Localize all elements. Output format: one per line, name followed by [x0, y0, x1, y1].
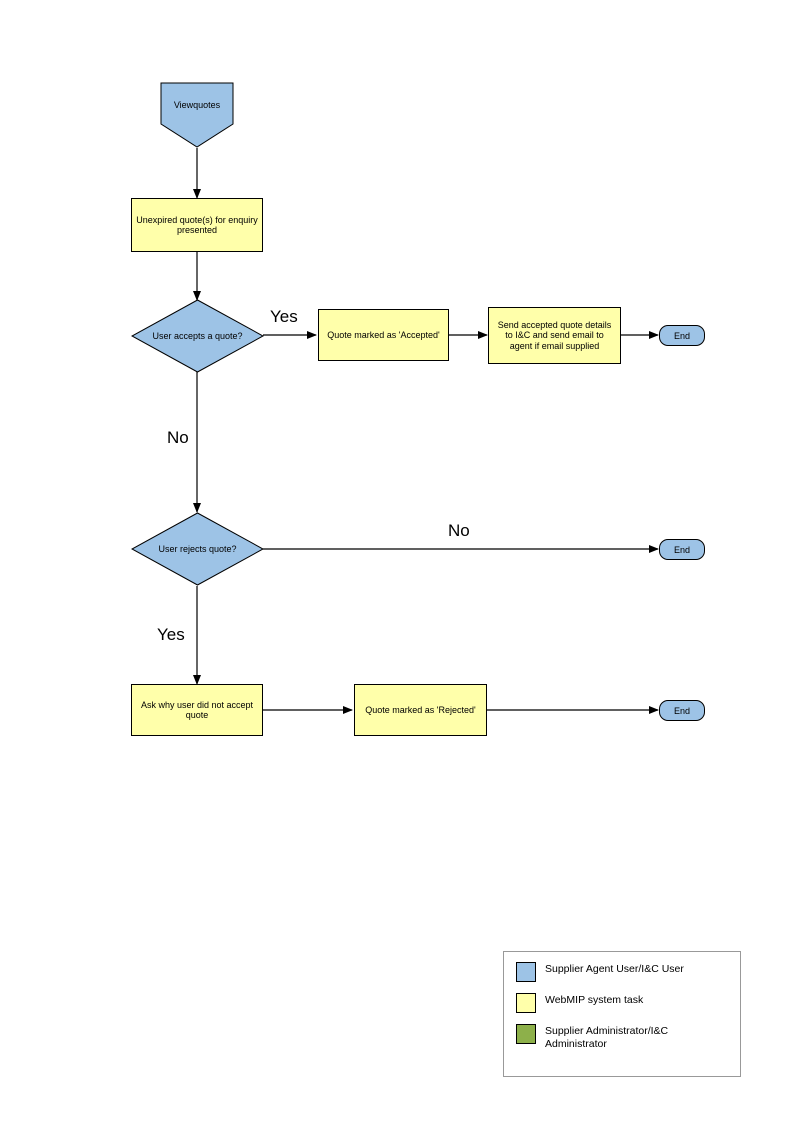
legend-item: [516, 1024, 728, 1051]
node-end-3[interactable]: [659, 700, 705, 721]
node-end-2-label: End: [673, 544, 690, 555]
edge-label-rejects-no: No: [448, 521, 470, 540]
node-ask-why[interactable]: [131, 684, 263, 736]
node-end-2[interactable]: [659, 539, 705, 560]
legend-swatch-icon: [516, 993, 536, 1013]
node-quote-marked-accepted[interactable]: [318, 309, 449, 361]
legend-item: [516, 993, 728, 1013]
node-ask-why-label: Ask why user did not accept quote: [140, 699, 254, 720]
node-user-rejects-decision-label: User rejects quote?: [158, 543, 237, 554]
edge-label-accepts-yes: Yes: [270, 307, 298, 326]
node-user-accepts-decision-label: User accepts a quote?: [152, 330, 243, 341]
node-quote-marked-rejected-label: Quote marked as 'Rejected': [365, 704, 476, 715]
node-quote-marked-accepted-label: Quote marked as 'Accepted': [327, 329, 440, 340]
node-end-1-label: End: [673, 330, 690, 341]
legend-item-label: Supplier Administrator/I&C Administrator: [545, 1025, 669, 1051]
legend-item: [516, 962, 728, 982]
legend: [503, 951, 741, 1077]
node-user-rejects-decision[interactable]: [131, 512, 264, 586]
legend-swatch-icon: [516, 1024, 536, 1044]
node-unexpired-quotes[interactable]: [131, 198, 263, 252]
node-start-viewquotes[interactable]: [160, 82, 234, 148]
legend-swatch-icon: [516, 962, 536, 982]
node-end-3-label: End: [673, 705, 690, 716]
legend-item-label: Supplier Agent User/I&C User: [545, 963, 684, 975]
node-start-label: Viewquotes: [173, 100, 221, 110]
node-end-1[interactable]: [659, 325, 705, 346]
edge-label-rejects-yes: Yes: [157, 625, 185, 644]
node-quote-marked-rejected[interactable]: [354, 684, 487, 736]
node-send-accepted-details-label: Send accepted quote details to I&C and send email to agent if email supplied: [497, 319, 612, 351]
node-send-accepted-details[interactable]: [488, 307, 621, 364]
legend-item-label: WebMIP system task: [545, 994, 644, 1006]
node-unexpired-quotes-label: Unexpired quote(s) for enquiry presented: [136, 214, 258, 235]
edge-label-accepts-no: No: [167, 428, 189, 447]
node-user-accepts-decision[interactable]: [131, 299, 264, 373]
